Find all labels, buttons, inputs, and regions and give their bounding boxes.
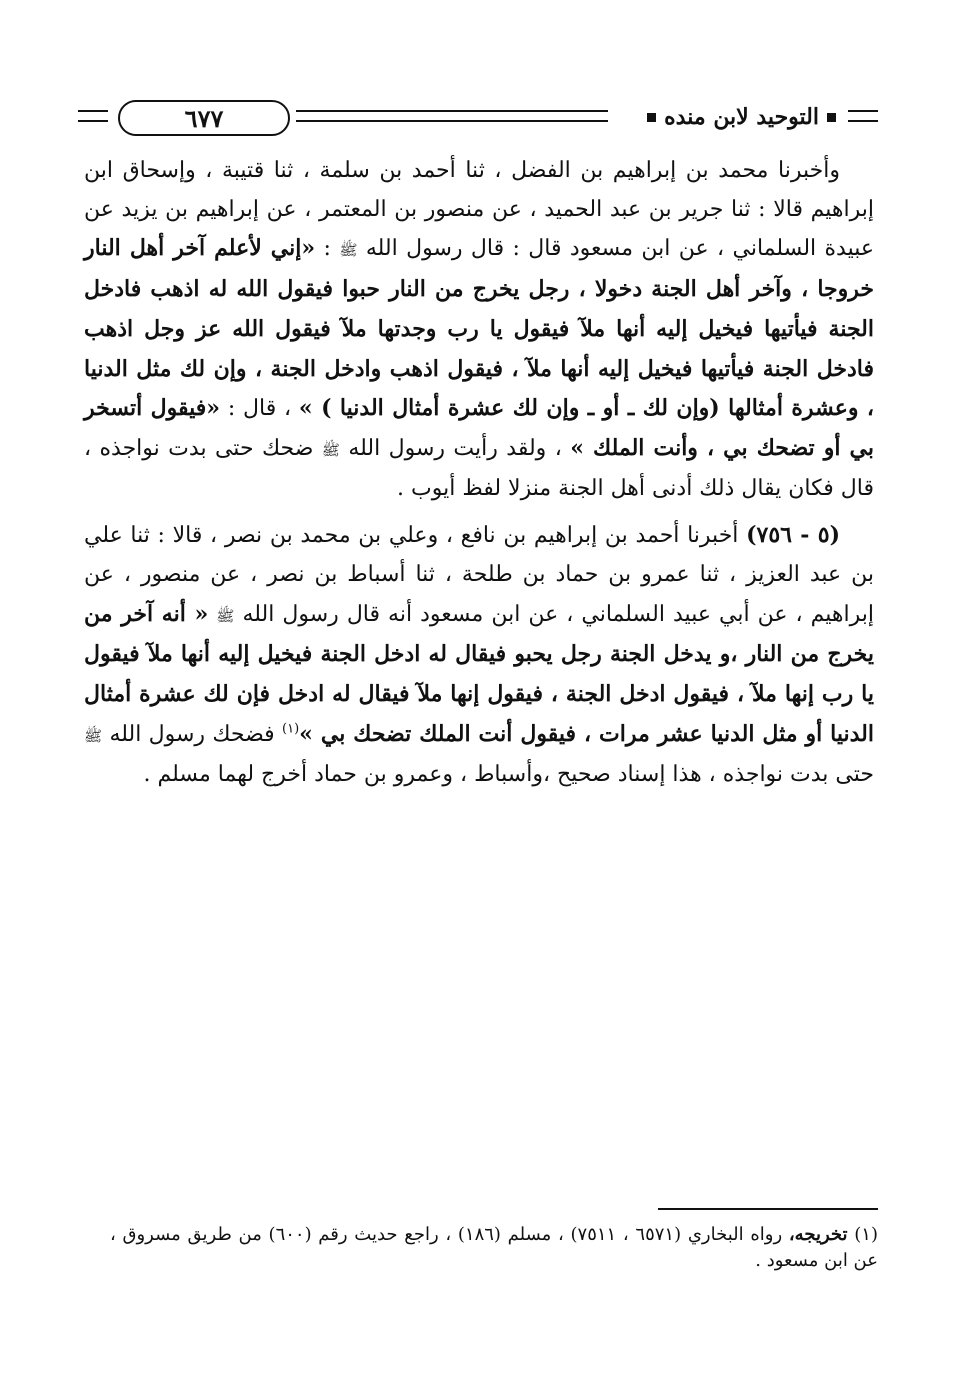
hadith-text: «إني لأعلم آخر أهل النار خروجا ، وآخر أهل الجنة دخولا ، رجل يخرج من النار حبوا فيقول الله له اذهب فادخل الجنة فيأتيها فيخيل إليه أنها ملآ فيقول يا رب وجدتها ملآ فيقول الله عز وجل اذهب فادخل الجنة فيأتيها فيخيل إليه أنها ملآ ، فيقول اذهب وادخل الجنة ، وإن لك مثل الدنيا ، وعشرة أمثالها (وإن لك ـ أو ـ وإن لك عشرة أمثال الدنيا ) »	[84, 235, 874, 422]
running-title	[639, 100, 844, 134]
header-rule-middle-top	[296, 110, 608, 112]
narration-text: ، قال :	[227, 396, 292, 422]
header-rule-left-bottom	[78, 120, 108, 122]
header-rule-middle-bottom	[296, 120, 608, 122]
square-ornament-right	[827, 113, 836, 122]
footnotes	[110, 1222, 878, 1274]
square-ornament-left	[647, 113, 656, 122]
colon: :	[323, 236, 331, 262]
salutation-glyph: ﷺ	[321, 440, 340, 459]
header-rule-right-top	[848, 110, 878, 112]
page-header	[78, 92, 878, 142]
page-number: ٦٧٧	[118, 100, 290, 136]
main-text	[84, 152, 874, 794]
footnote-marker: (١)	[282, 721, 300, 737]
header-rule-right-bottom	[848, 120, 878, 122]
narration-text: ، ولقد رأيت رسول الله	[348, 435, 562, 461]
running-title-text: التوحيد لابن منده	[664, 104, 819, 130]
salutation-glyph: ﷺ	[339, 241, 358, 260]
footnote-text: رواه البخاري (٦٥٧١ ، ٧٥١١) ، مسلم (١٨٦) ، راجع حديث رقم (٦٠٠) من طريق مسروق ، عن ابن مسعود .	[110, 1224, 878, 1271]
hadith-text: « أنه آخر من يخرج من النار ،و يدخل الجنة رجل يحبو فيقال له ادخل الجنة فيخيل إليه أنها ملآ فيقول يا رب إنها ملآ ، فيقول ادخل الجنة ، فيقول إنها ملآ فيقال له ادخل فإن لك عشرة أمثال الدنيا أو مثل الدنيا عشر مرات ، فيقول أنت الملك تضحك بي »	[84, 600, 874, 747]
salutation-glyph: ﷺ	[84, 726, 103, 745]
narration-chain: أخبرنا أحمد بن إبراهيم بن نافع ، وعلي بن محمد بن نصر ، قالا : ثنا علي بن عبد العزيز ، ثنا عمرو بن حماد بن طلحة ، ثنا أسباط بن نصر ، عن منصور ، عن إبراهيم ، عن أبي عبيد السلماني ، عن ابن مسعود أنه قال رسول الله	[84, 523, 875, 627]
narration-text: فضحك رسول الله	[109, 721, 275, 747]
salutation-glyph: ﷺ	[216, 606, 235, 625]
narration-text: ضحك حتى بدت نواجذه ، قال فكان يقال ذلك أدنى أهل الجنة منزلا لفظ أيوب .	[84, 435, 874, 501]
paragraph-2	[84, 516, 874, 794]
hadith-number: (٥ - ٧٥٦)	[746, 522, 840, 549]
narration-text: حتى بدت نواجذه ، هذا إسناد صحيح ،وأسباط ، وعمرو بن حماد أخرج لهما مسلم .	[143, 761, 874, 787]
narration-chain: وأخبرنا محمد بن إبراهيم بن الفضل ، ثنا أحمد بن سلمة ، ثنا قتيبة ، وإسحاق ابن إبراهيم قالا : ثنا جرير بن عبد الحميد ، عن منصور بن المعتمر ، عن إبراهيم بن يزيد عن عبيدة السلماني ، عن ابن مسعود قال : قال رسول الله	[84, 158, 875, 262]
footnote-divider	[658, 1208, 878, 1210]
footnote-label: تخريجه،	[788, 1224, 848, 1245]
footnote-number: (١)	[854, 1224, 878, 1245]
footnote	[110, 1222, 878, 1274]
header-rule-left-top	[78, 110, 108, 112]
hadith-text: «فيقول أتسخر بي أو تضحك بي ، وأنت الملك »	[84, 395, 874, 461]
paragraph-1	[84, 152, 874, 508]
